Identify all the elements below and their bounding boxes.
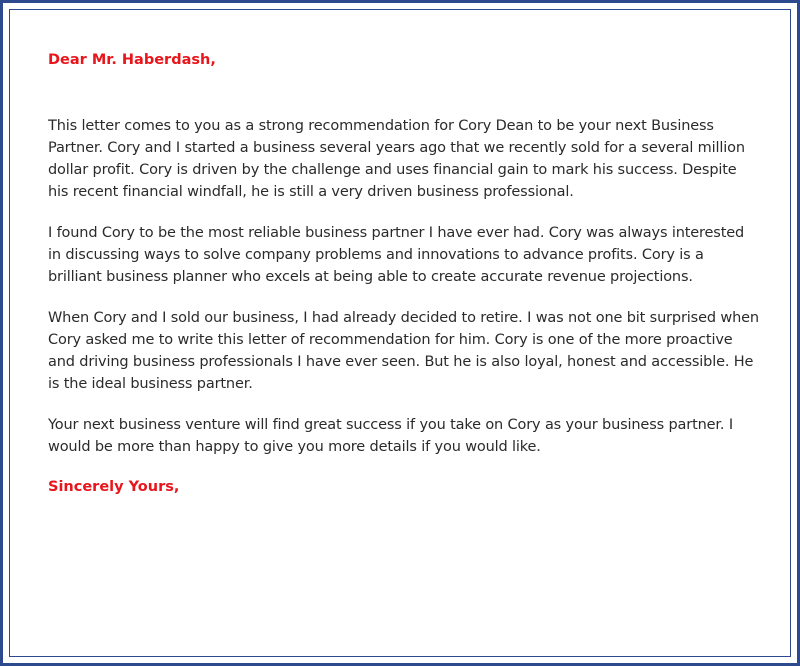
paragraph-reliability: I found Cory to be the most reliable business partner I have ever had. Cory was always interested in discussing ways to solve company problems and innovations to advance profits. Cory is a brilliant business planner who excels at being able to create accurate revenue projections. (48, 225, 745, 285)
paragraph-business-sale: When Cory and I sold our business, I had already decided to retire. I was not one bit surprised when Cory asked me to write this letter of recommendation for him. Cory is one of the more proactive and driving business professionals I have ever seen. But he is also loyal, honest and accessible. He is the ideal business partner. (48, 310, 759, 392)
salutation: Dear Mr. Haberdash, (48, 52, 216, 68)
paragraph-intro: This letter comes to you as a strong recommendation for Cory Dean to be your next Business Partner. Cory and I started a business several years ago that we recently sold for a several million dollar profit. Cory is driven by the challenge and uses financial gain to mark his success. Despite his recent financial windfall, he is still a very driven business professional. (48, 118, 745, 200)
paragraph-conclusion: Your next business venture will find great success if you take on Cory as your business partner. I would be more than happy to give you more details if you would like. (48, 417, 733, 455)
closing: Sincerely Yours, (48, 479, 180, 495)
letter-body (48, 50, 760, 497)
